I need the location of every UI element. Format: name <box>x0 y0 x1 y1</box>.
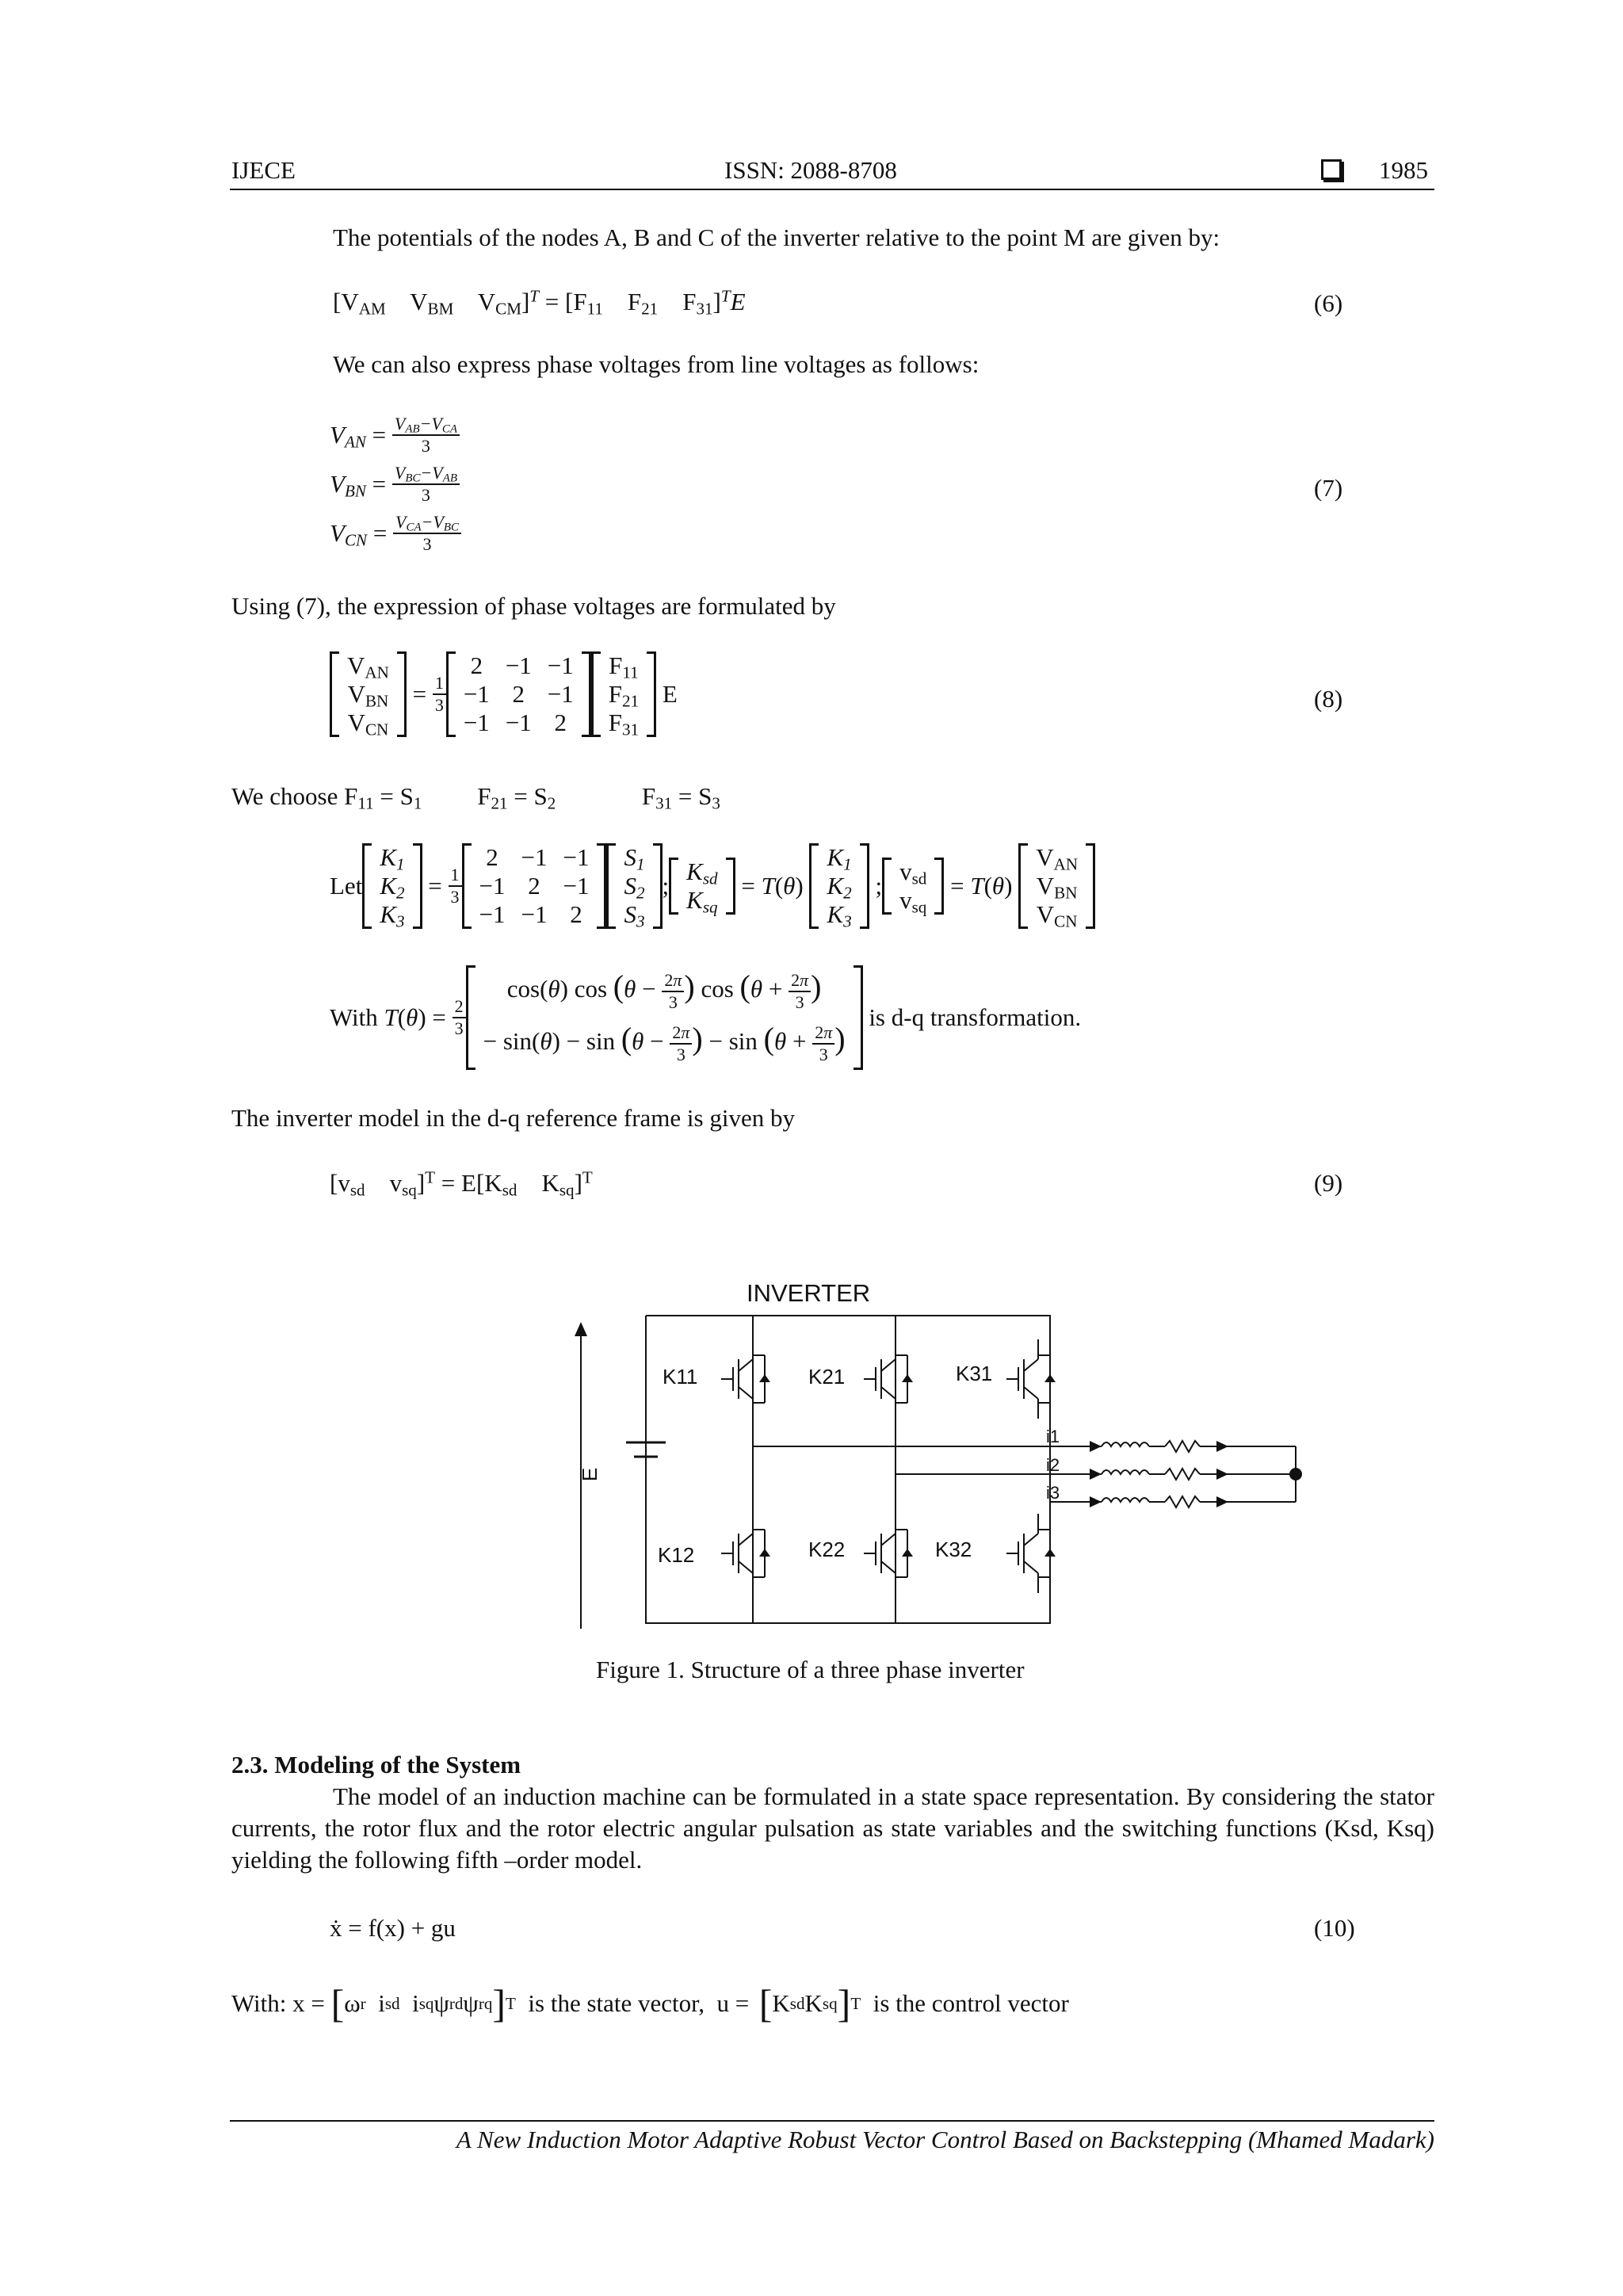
with-x-prefix: With: x = <box>231 1989 325 2017</box>
header-rule <box>230 189 1434 190</box>
phase-voltage-sentence: We can also express phase voltages from line voltages as follows: <box>333 350 980 378</box>
equation-9: [$v_{sd}$ $v_{sq}]^T = E[K_{sd}$ $K_{sq}]^T$ <box>330 1167 593 1200</box>
equation-10-number: (10) <box>1314 1914 1355 1942</box>
let-equation: Let $K_1$ $K_2$ $K_3$ = $\frac{1}{3}$ 2 −1 −1 −1 2 −1 −1 −1 2 $S_1$ $S_2$ $S_3$ ; $K_{sd}$ $K_{sq}$ = T ( θ ) $K_1$ $K_2$ $K_3$ ; $v_{sd}$ $v_{sq}$ = T ( θ ) $V_{AN}$ $V_{BN}$ $V_{CN}$ <box>330 843 1095 929</box>
switch-label-k11: K11 <box>663 1365 698 1389</box>
equation-8: $V_{AN}$ $V_{BN}$ $V_{CN}$ = $\frac{1}{3}$ 2 −1 −1 −1 2 −1 −1 −1 2 $F_{11}$ $F_{21}$ $F_{31}$ E <box>330 651 678 737</box>
section-paragraph: The model of an induction machine can be formulated in a state space representation. By considering the stator currents, the rotor flux and the rotor electric angular pulsation as state variables and the switching functions (Ksd, Ksq) yielding the following fifth –order model. <box>231 1782 1434 1874</box>
figure-caption: Figure 1. Structure of a three phase inverter <box>596 1656 1025 1683</box>
transformation-equation: With T ( θ ) = $\frac{2}{3}$ cos(θ) cos (θ − $\frac{2\pi}{3}$ ) cos (θ + $\frac{2\pi}{3}$ ) − sin(θ) − sin (θ − $\frac{2\pi}{3}$ ) − sin (θ + $\frac{2\pi}{3}$ ) is d-q transformation. <box>330 965 1081 1070</box>
journal-name: IJECE <box>231 156 296 184</box>
current-label-i1: i1 <box>1046 1427 1060 1446</box>
dq-text: is d-q transformation. <box>869 1003 1082 1031</box>
square-bullet-icon <box>1321 159 1342 180</box>
using7-sentence: Using (7), the expression of phase voltages are formulated by <box>231 592 836 620</box>
running-title: A New Induction Motor Adaptive Robust Vector Control Based on Backstepping (Mhamed Madark) <box>456 2126 1434 2153</box>
choose-line: We choose $F_{11} = S_1$ $F_{21} = S_2$ $F_{31} = S_3$ <box>231 782 720 813</box>
equation-7-number: (7) <box>1314 474 1343 502</box>
equation-8-number: (8) <box>1314 685 1343 712</box>
let-label: Let <box>330 872 363 900</box>
switch-label-k21: K21 <box>808 1365 846 1389</box>
choose-prefix: We choose <box>231 782 338 810</box>
issn: ISSN: 2088-8708 <box>724 156 897 184</box>
equation-10: ẋ = f(x) + gu <box>330 1914 456 1942</box>
equation-7: $V_{AN}$ = $\frac{V_{AB}-V_{CA}}{3}$ $V_{BN}$ = $\frac{V_{BC}-V_{AB}}{3}$ $V_{CN}$ = $\frac{V_{CA}-V_{BC}}{3}$ <box>330 411 461 558</box>
switch-label-k12: K12 <box>658 1543 695 1567</box>
inverter-model-sentence: The inverter model in the d-q reference frame is given by <box>231 1104 795 1132</box>
with-label: With <box>330 1003 378 1031</box>
equation-9-number: (9) <box>1314 1169 1343 1197</box>
source-label-e: E <box>578 1467 602 1482</box>
switch-label-k32: K32 <box>935 1538 972 1561</box>
state-vector-text: is the state vector, <box>528 1989 705 2017</box>
control-vector-text: is the control vector <box>873 1989 1069 2017</box>
inverter-diagram <box>555 1308 1316 1641</box>
current-label-i3: i3 <box>1046 1483 1060 1503</box>
footer-rule <box>230 2120 1434 2122</box>
page-number: 1985 <box>1379 156 1428 184</box>
switch-label-k31: K31 <box>956 1362 993 1385</box>
switch-label-k22: K22 <box>808 1538 846 1561</box>
figure-title: INVERTER <box>747 1279 871 1307</box>
current-label-i2: i2 <box>1046 1455 1060 1475</box>
state-control-line: With: x = [ ω r i sd i sq ψ rd ψ rq ] T is the state vector, u = [ K sd K sq ] T is the control vector <box>231 1981 1069 2026</box>
equation-6: [$V_{AM}$ $V_{BM}$ $V_{CM}]^T = [F_{11}$ $F_{21}$ $F_{31}]^TE$ <box>333 286 746 319</box>
intro-sentence: The potentials of the nodes A, B and C of the inverter relative to the point M are given by: <box>333 223 1220 251</box>
equation-6-number: (6) <box>1314 289 1343 317</box>
section-heading: 2.3. Modeling of the System <box>231 1751 521 1778</box>
